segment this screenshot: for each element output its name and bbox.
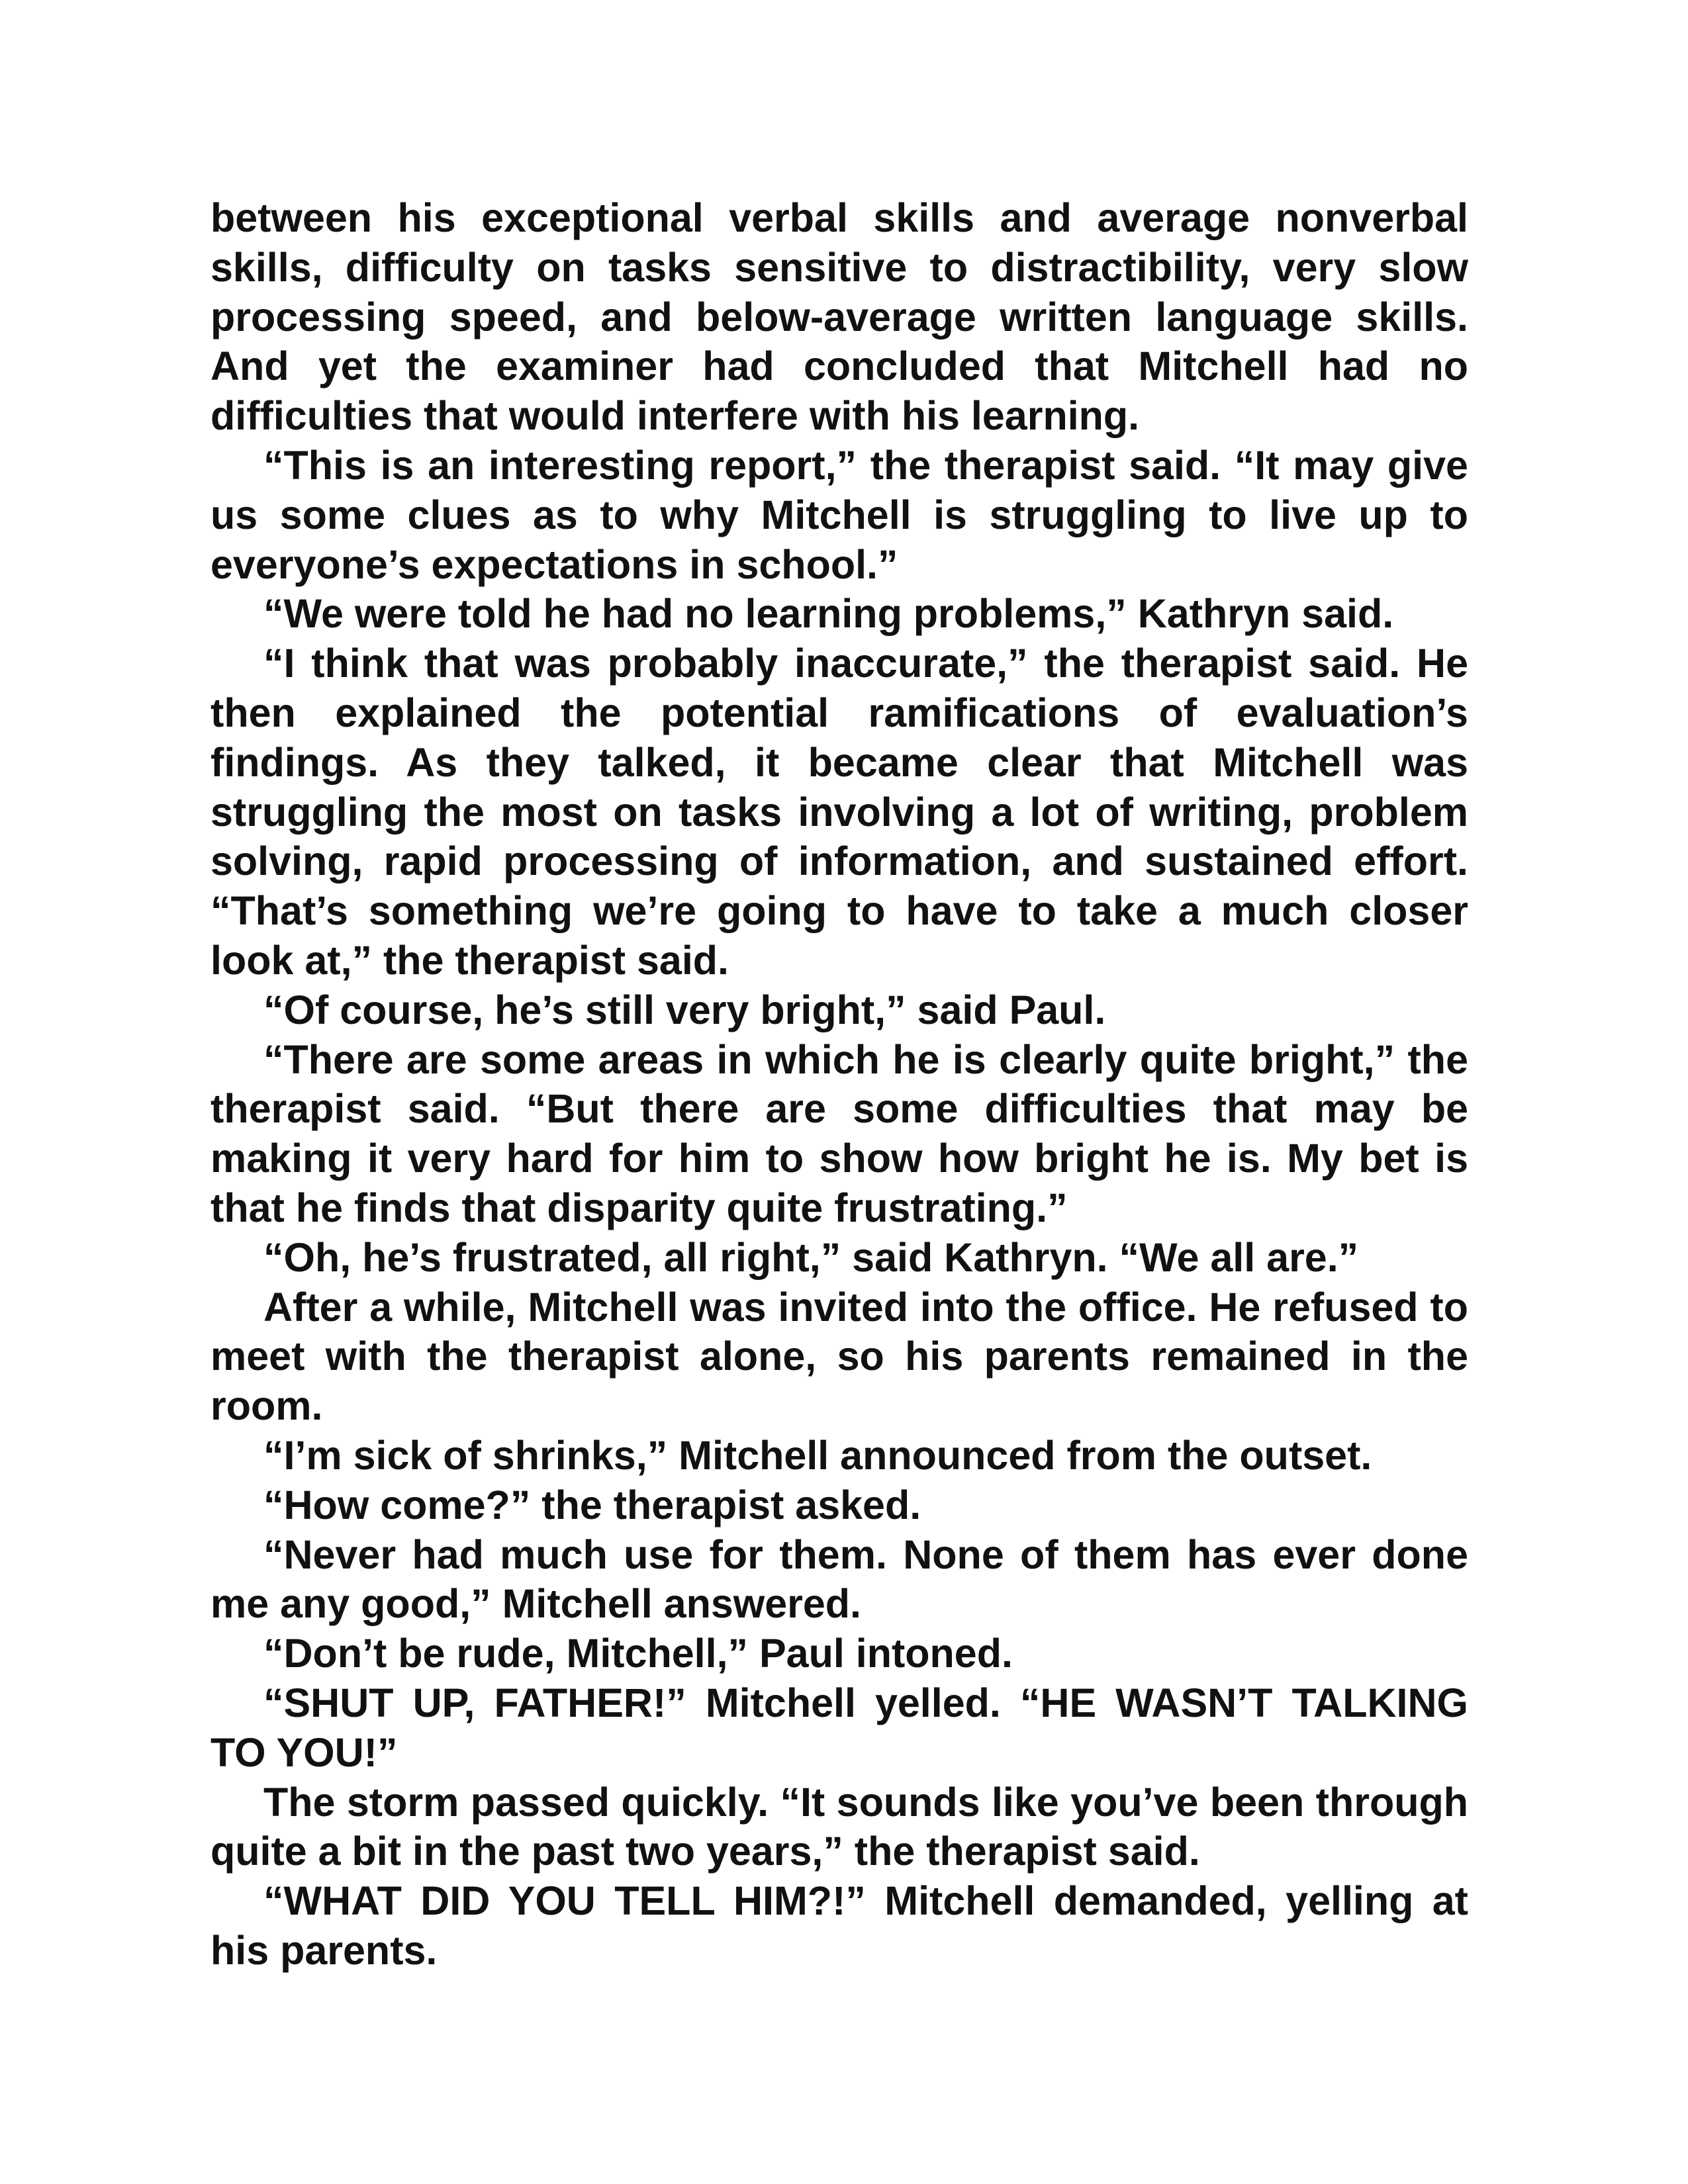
paragraph-11: “Never had much use for them. None of them has ever done me any good,” Mitchell answered. (211, 1531, 1468, 1627)
paragraph-12: “Don’t be rude, Mitchell,” Paul intoned. (263, 1631, 1013, 1676)
page-body (211, 193, 1468, 1976)
paragraph-9: “I’m sick of shrinks,” Mitchell announced from the outset. (263, 1432, 1372, 1478)
paragraph-13: “SHUT UP, FATHER!” Mitchell yelled. “HE WASN’T TALKING TO YOU!” (211, 1680, 1468, 1775)
paragraph-7: “Oh, he’s frustrated, all right,” said Kathryn. “We all are.” (263, 1234, 1359, 1280)
paragraph-6: “There are some areas in which he is clearly quite bright,” the therapist said. “But there are some difficulties that may be making it very hard for him to show how bright he is. My bet is that he finds that disparity quite frustrating.” (211, 1036, 1468, 1230)
paragraph-2: “This is an interesting report,” the therapist said. “It may give us some clues as to why Mitchell is struggling to live up to everyone’s expectations in school.” (211, 442, 1468, 587)
paragraph-1: between his exceptional verbal skills and average nonverbal skills, difficulty on tasks sensitive to distractibility, very slow processing speed, and below-average written language skills. And yet the examiner had concluded that Mitchell had no difficulties that would interfere with his learning. (211, 195, 1468, 439)
paragraph-15: “WHAT DID YOU TELL HIM?!” Mitchell demanded, yelling at his parents. (211, 1878, 1468, 1973)
paragraph-14: The storm passed quickly. “It sounds like you’ve been through quite a bit in the past two years,” the therapist said. (211, 1779, 1468, 1874)
paragraph-5: “Of course, he’s still very bright,” said Paul. (263, 987, 1106, 1032)
paragraph-4: “I think that was probably inaccurate,” the therapist said. He then explained the potential ramifications of evaluation’s findings. As they talked, it became clear that Mitchell was struggling the most on tasks involving a lot of writing, problem solving, rapid processing of information, and sustained effort. “That’s something we’re going to have to take a much closer look at,” the therapist said. (211, 641, 1468, 983)
paragraph-8: After a while, Mitchell was invited into the office. He refused to meet with the therapist alone, so his parents remained in the room. (211, 1284, 1468, 1429)
paragraph-10: “How come?” the therapist asked. (263, 1482, 921, 1527)
paragraph-3: “We were told he had no learning problems,” Kathryn said. (263, 591, 1394, 637)
